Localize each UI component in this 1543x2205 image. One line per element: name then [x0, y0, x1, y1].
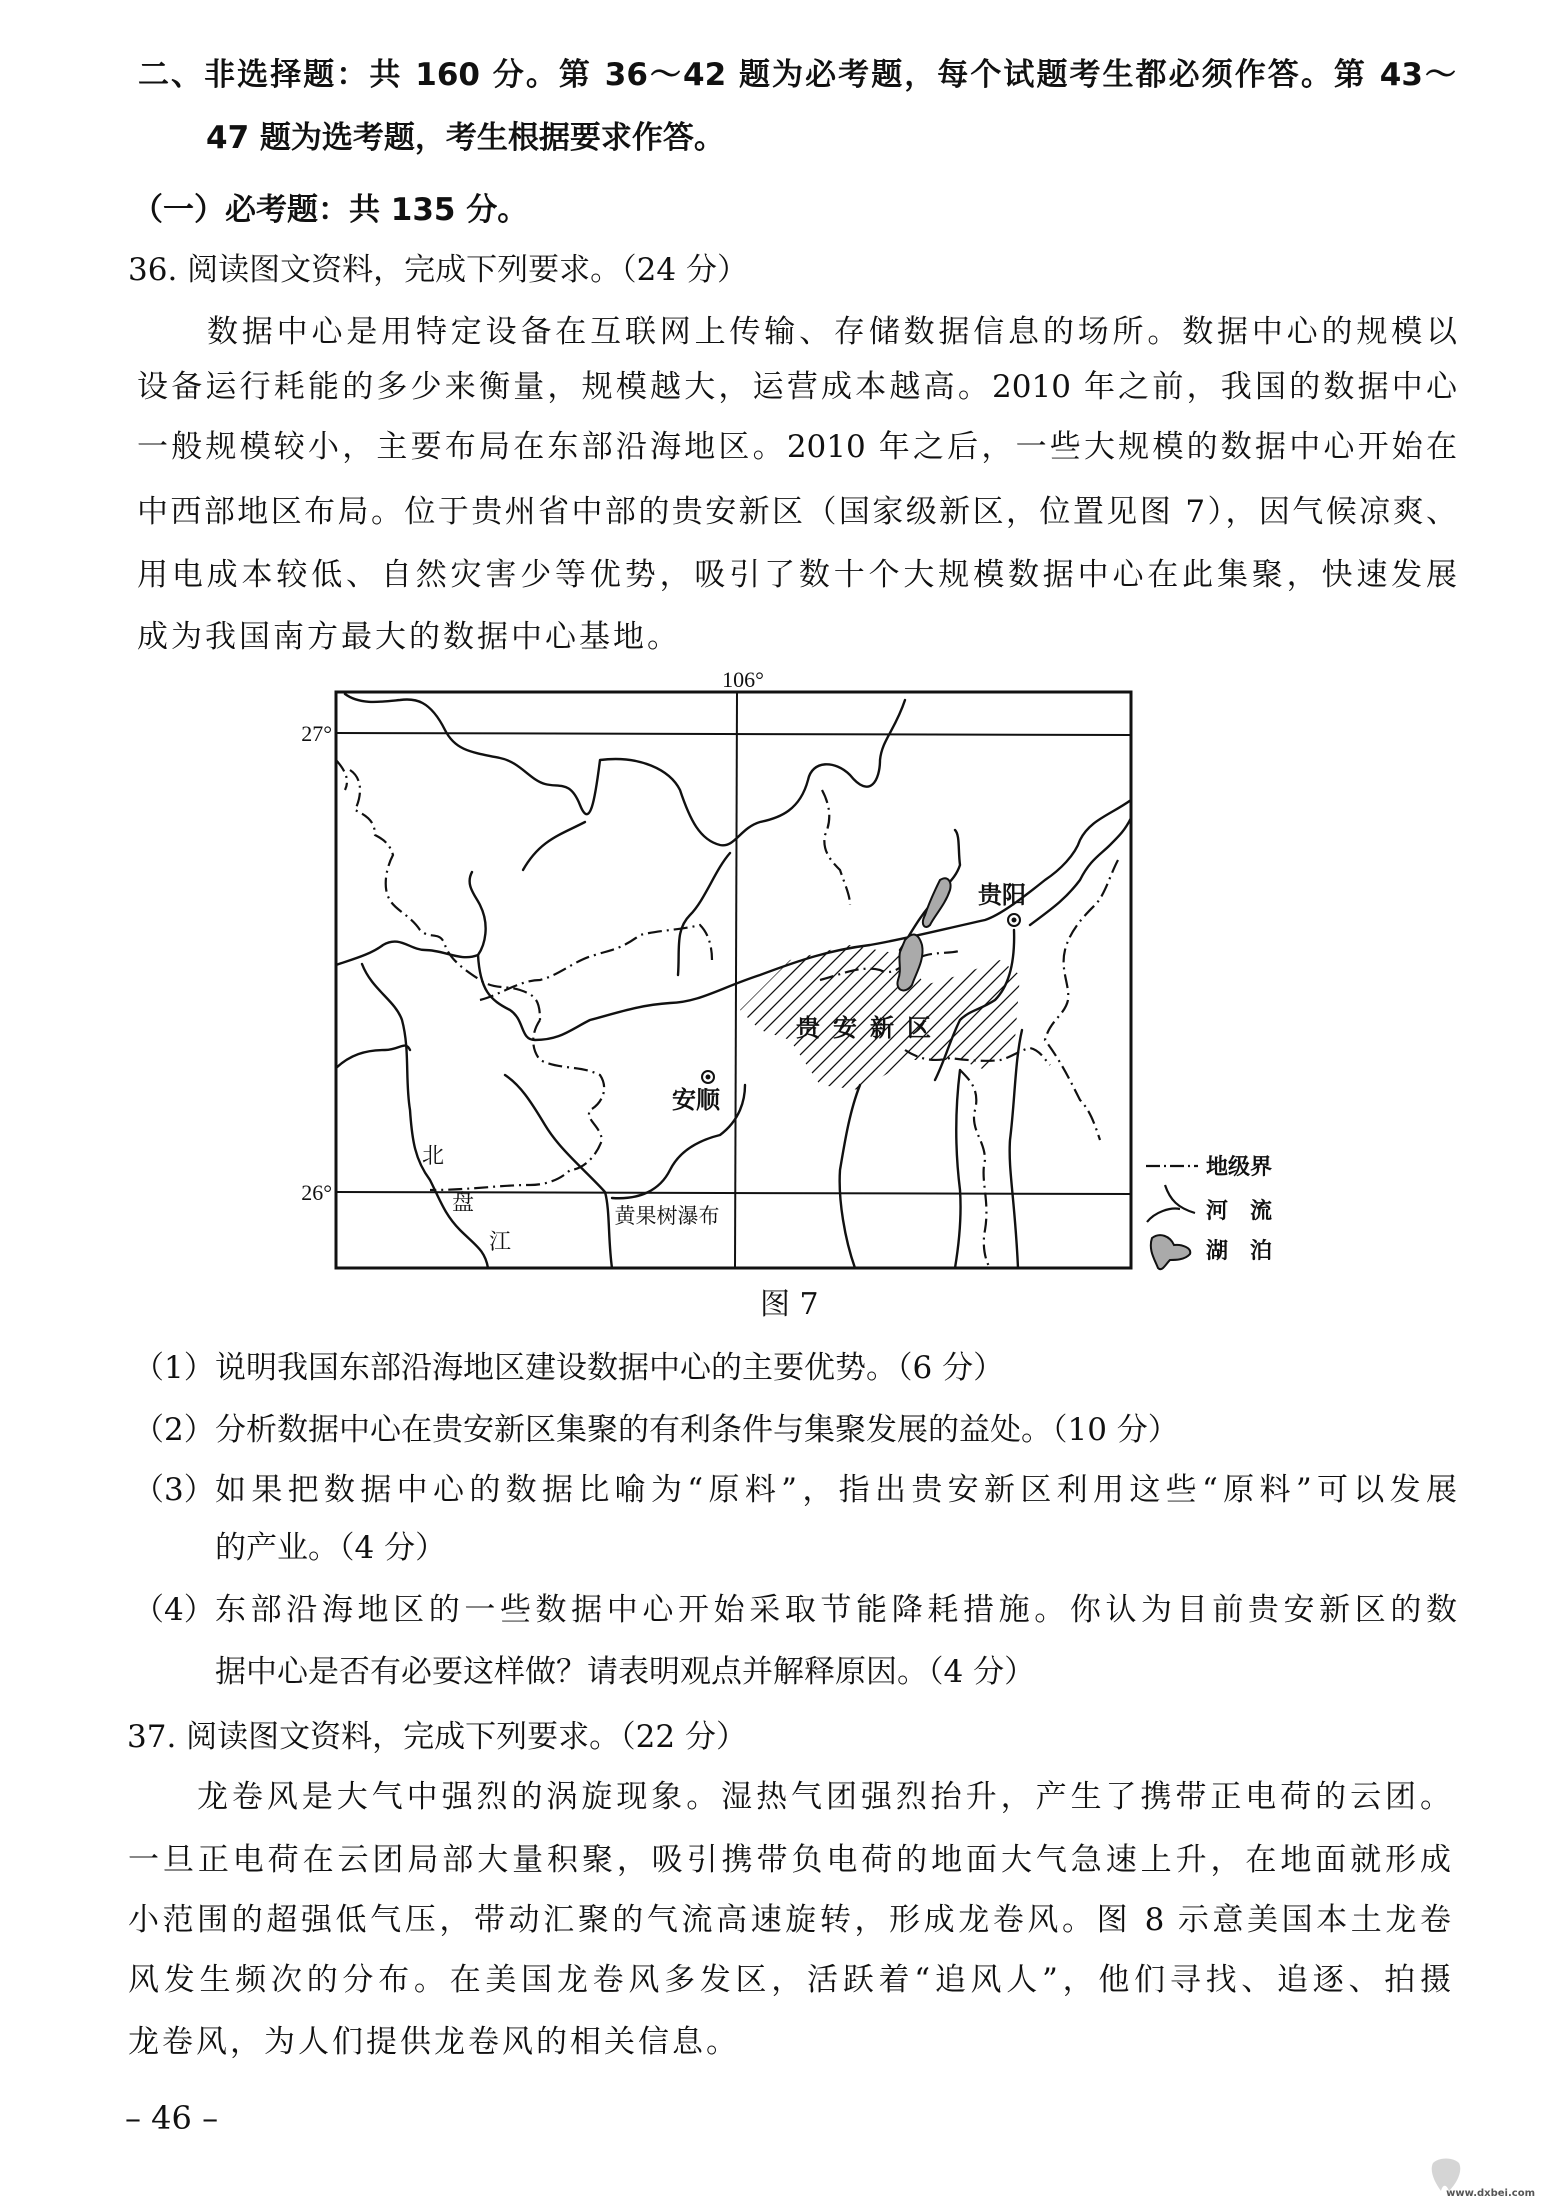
anshun-label: 安顺: [672, 1086, 720, 1114]
sub-question-text: 的产业。（4 分）: [215, 1530, 447, 1566]
river: [1030, 818, 1131, 925]
prefecture-boundary: [336, 760, 347, 790]
sub-question-text: 据中心是否有必要这样做？请表明观点并解释原因。（4 分）: [215, 1654, 1036, 1690]
figure-7-caption: 图 7: [760, 1287, 819, 1322]
river: [362, 964, 488, 1268]
page-number: – 46 –: [125, 2099, 219, 2137]
prefecture-boundary: [960, 1070, 990, 1268]
required-section-label: （一）必考题：共 135 分。: [132, 192, 529, 228]
river: [678, 853, 730, 975]
hatch-line: [1125, 920, 1300, 1120]
q36-paragraph-line: 成为我国南方最大的数据中心基地。: [137, 619, 681, 655]
q36-paragraph-line: 设备运行耗能的多少来衡量，规模越大，运营成本越高。2010 年之前，我国的数据中心: [137, 369, 1457, 405]
latitude-label-26: 26°: [301, 1180, 332, 1205]
sub-question-text: 说明我国东部沿海地区建设数据中心的主要优势。（6 分）: [215, 1350, 1005, 1386]
question-37-title: 37. 阅读图文资料，完成下列要求。（22 分）: [127, 1719, 747, 1755]
legend-label-lake: 湖 泊: [1206, 1239, 1273, 1264]
guian-label-char: 新: [870, 1014, 894, 1042]
q37-paragraph-line: 小范围的超强低气压，带动汇聚的气流高速旋转，形成龙卷风。图 8 示意美国本土龙卷: [128, 1902, 1451, 1938]
river: [840, 1085, 860, 1268]
prefecture-boundary: [822, 790, 850, 905]
map-legend: [1146, 1155, 1272, 1269]
hatch-line: [570, 920, 770, 1120]
hatch-line: [1005, 920, 1205, 1120]
lake-icon: [1151, 1235, 1190, 1269]
longitude-label-106: 106°: [722, 667, 764, 692]
beipan-river-label-char: 盘: [451, 1191, 475, 1216]
sub-question-text: 如果把数据中心的数据比喻为“原料”，指出贵安新区利用这些“原料”可以发展: [215, 1472, 1457, 1508]
figure-7-map: [300, 650, 1300, 1290]
hatch-line: [1155, 920, 1300, 1120]
river: [336, 872, 486, 965]
elephant-icon: [1432, 2159, 1461, 2192]
river: [478, 800, 1131, 1040]
hatch-line: [360, 920, 560, 1120]
beipan-river-label-char: 北: [421, 1144, 445, 1169]
hatch-line: [1020, 920, 1220, 1120]
huangguoshu-falls-label: 黄果树瀑布: [614, 1204, 720, 1228]
q37-paragraph-line: 一旦正电荷在云团局部大量积聚，吸引携带负电荷的地面大气急速上升，在地面就形成: [128, 1842, 1451, 1878]
legend-label-river: 河 流: [1206, 1199, 1273, 1224]
river: [345, 694, 905, 845]
hatch-line: [990, 920, 1190, 1120]
q36-paragraph-line: 数据中心是用特定设备在互联网上传输、存储数据信息的场所。数据中心的规模以: [207, 314, 1457, 350]
guiyang-label: 贵阳: [978, 881, 1026, 909]
prefecture-boundary: [905, 1048, 1050, 1065]
hatch-line: [1110, 920, 1300, 1120]
guian-label-char: 贵: [796, 1014, 820, 1042]
hatch-line: [1140, 920, 1300, 1120]
hatch-line: [435, 920, 635, 1120]
q36-paragraph-line: 中西部地区布局。位于贵州省中部的贵安新区（国家级新区，位置见图 7），因气候凉爽、: [137, 494, 1457, 530]
guian-label-char: 安: [833, 1014, 857, 1042]
q37-paragraph-line: 龙卷风是大气中强烈的涡旋现象。湿热气团强烈抬升，产生了携带正电荷的云团。: [197, 1779, 1451, 1815]
q36-paragraph-line: 一般规模较小，主要布局在东部沿海地区。2010 年之后，一些大规模的数据中心开始在: [137, 429, 1457, 465]
hatch-line: [1095, 920, 1295, 1120]
legend-label-boundary: 地级界: [1206, 1155, 1273, 1180]
river: [336, 1046, 410, 1068]
hatch-line: [945, 920, 1145, 1120]
watermark-url: www.dxbei.com: [1446, 2188, 1535, 2199]
q37-paragraph-line: 风发生频次的分布。在美国龙卷风多发区，活跃着“追风人”，他们寻找、追逐、拍摄: [128, 1962, 1451, 1998]
anshun-city-dot: [706, 1075, 711, 1080]
river: [1010, 1030, 1022, 1268]
hatch-line: [690, 920, 890, 1120]
hatch-line: [795, 920, 995, 1120]
sub-question-text: 分析数据中心在贵安新区集聚的有利条件与集聚发展的益处。（10 分）: [215, 1412, 1179, 1448]
latitude-line-27: [336, 733, 1131, 735]
hatch-line: [1050, 920, 1250, 1120]
sub-question-number: （1）: [133, 1350, 215, 1386]
hatch-line: [555, 920, 755, 1120]
q36-paragraph-line: 用电成本较低、自然灾害少等优势，吸引了数十个大规模数据中心在此集聚，快速发展: [137, 557, 1457, 593]
sub-question-number: （2）: [133, 1412, 215, 1448]
sub-question-number: （4）: [133, 1592, 215, 1628]
guian-label-char: 区: [907, 1014, 931, 1042]
beipan-river-label-char: 江: [488, 1230, 512, 1255]
river: [955, 1070, 961, 1268]
hatch-line: [1170, 920, 1300, 1120]
hatch-line: [1185, 920, 1300, 1120]
river: [523, 822, 585, 870]
section-heading-line2: 47 题为选考题，考生根据要求作答。: [206, 120, 725, 156]
lake: [923, 878, 951, 927]
section-heading-line1: 二、非选择题：共 160 分。第 36～42 题为必考题，每个试题考生都必须作答。第 43～: [138, 57, 1456, 93]
longitude-line-106: [735, 692, 737, 1268]
river-icon: [1147, 1185, 1195, 1222]
hatch-line: [1065, 920, 1265, 1120]
hatch-line: [375, 920, 575, 1120]
guiyang-city-dot: [1012, 918, 1017, 923]
hatch-line: [480, 920, 680, 1120]
sub-question-number: （3）: [133, 1472, 215, 1508]
hatch-line: [765, 920, 965, 1120]
hatch-line: [495, 920, 695, 1120]
prefecture-boundary: [1045, 860, 1118, 1140]
latitude-label-27: 27°: [301, 721, 332, 746]
river: [505, 1075, 612, 1268]
question-36-title: 36. 阅读图文资料，完成下列要求。（24 分）: [128, 252, 748, 288]
sub-question-text: 东部沿海地区的一些数据中心开始采取节能降耗措施。你认为目前贵安新区的数: [215, 1592, 1457, 1628]
q37-paragraph-line: 龙卷风，为人们提供龙卷风的相关信息。: [128, 2024, 740, 2060]
hatch-line: [300, 920, 500, 1120]
hatch-line: [1080, 920, 1280, 1120]
hatch-line: [315, 920, 515, 1120]
hatch-line: [465, 920, 665, 1120]
prefecture-boundary: [350, 770, 540, 1020]
